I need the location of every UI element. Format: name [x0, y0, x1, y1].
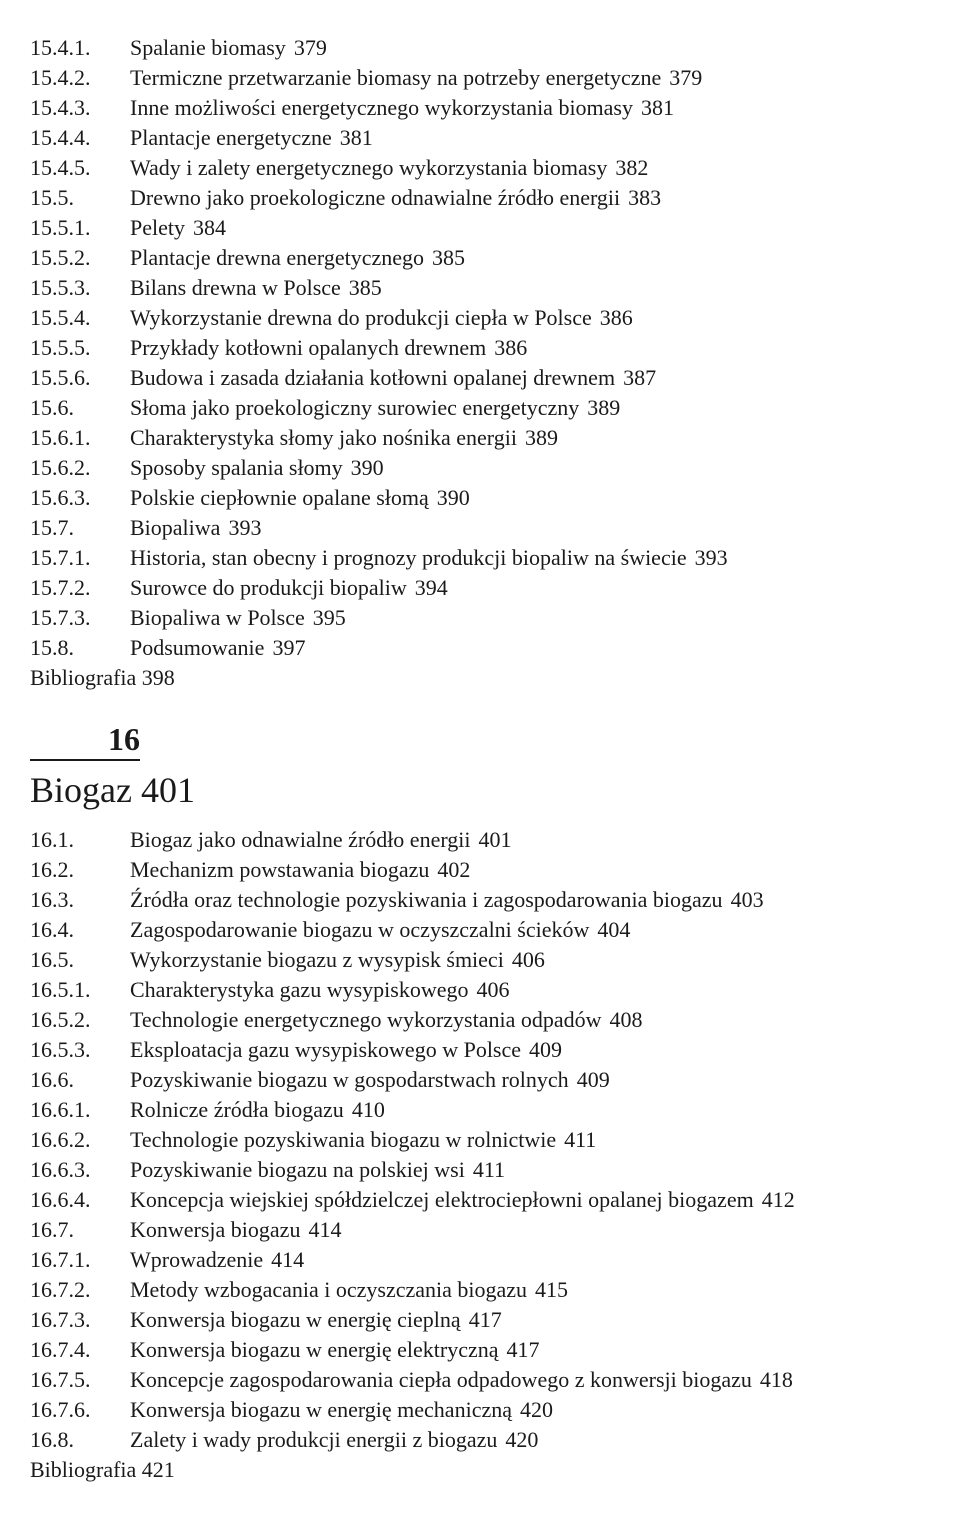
toc-entry-title-group — [130, 513, 261, 543]
toc-entry-page: 390 — [350, 455, 384, 480]
toc-entry-title: Wykorzystanie biogazu z wysypisk śmieci — [130, 947, 504, 972]
toc-entry-title: Inne możliwości energetycznego wykorzystania biomasy — [130, 95, 633, 120]
toc-entry-number: 16.6.2. — [30, 1127, 91, 1152]
toc-entry-page: 385 — [432, 245, 466, 270]
toc-entry-title-group — [130, 1335, 540, 1365]
toc-entry-page: 381 — [641, 95, 674, 120]
toc-entry-title: Surowce do produkcji biopaliw — [130, 575, 407, 600]
toc-entry-title-group — [130, 885, 764, 915]
toc-entry-page: 402 — [437, 857, 471, 882]
toc-entry-title-group — [130, 1185, 795, 1215]
toc-entry-title-group — [130, 273, 382, 303]
toc-entry — [0, 333, 955, 363]
toc-entry-title: Biopaliwa — [130, 515, 221, 540]
toc-entry — [0, 1125, 955, 1155]
toc-entry-title-group — [130, 93, 674, 123]
toc-entry-page: 410 — [351, 1097, 385, 1122]
toc-entry — [0, 153, 955, 183]
toc-entry-page: 397 — [272, 635, 306, 660]
toc-entry-title: Charakterystyka słomy jako nośnika energii — [130, 425, 517, 450]
toc-entry-number: 15.6. — [30, 395, 74, 420]
toc-entry — [0, 1065, 955, 1095]
toc-entry-title: Konwersja biogazu w energię cieplną — [130, 1307, 461, 1332]
toc-entry-page: 393 — [694, 545, 728, 570]
toc-entry-number: 16.4. — [30, 917, 74, 942]
toc-entry-title-group — [130, 1215, 341, 1245]
toc-entry-title-group — [130, 123, 373, 153]
toc-entry-title-group — [130, 1065, 610, 1095]
toc-entry — [0, 243, 955, 273]
toc-entry-number: 16.7.4. — [30, 1337, 91, 1362]
toc-entry-page: 414 — [308, 1217, 342, 1242]
toc-entry-page: 389 — [524, 425, 558, 450]
toc-entry-number: 16.6.4. — [30, 1187, 91, 1212]
toc-entry-title-group — [130, 1155, 505, 1185]
toc-entry-title: Wykorzystanie drewna do produkcji ciepła w Polsce — [130, 305, 592, 330]
bibliography-label: Bibliografia 398 — [30, 665, 175, 690]
toc-entry — [0, 273, 955, 303]
toc-entry — [0, 1245, 955, 1275]
toc-entry-title: Rolnicze źródła biogazu — [130, 1097, 344, 1122]
toc-entry-title: Plantacje drewna energetycznego — [130, 245, 425, 270]
toc-entry — [0, 855, 955, 885]
toc-entry-page: 390 — [436, 485, 470, 510]
toc-entry-number: 15.4.5. — [30, 155, 91, 180]
toc-entry-number: 15.7.1. — [30, 545, 91, 570]
toc-entry — [0, 1185, 955, 1215]
toc-entry-number: 16.7.3. — [30, 1307, 91, 1332]
toc-entry-page: 393 — [228, 515, 262, 540]
toc-entry-number: 16.6. — [30, 1067, 74, 1092]
toc-entry — [0, 543, 955, 573]
toc-entry-title-group — [130, 303, 633, 333]
toc-entry-number: 16.8. — [30, 1427, 74, 1452]
toc-entry-title-group — [130, 333, 527, 363]
toc-entry-title: Bilans drewna w Polsce — [130, 275, 341, 300]
toc-entry-title: Spalanie biomasy — [130, 35, 286, 60]
toc-entry-number: 15.4.1. — [30, 35, 91, 60]
toc-entry-number: 15.8. — [30, 635, 74, 660]
toc-entry — [0, 1215, 955, 1245]
toc-entry-number: 16.5.3. — [30, 1037, 91, 1062]
toc-entry — [0, 915, 955, 945]
toc-entry-page: 420 — [519, 1397, 553, 1422]
toc-entry — [0, 393, 955, 423]
toc-entry-page: 389 — [587, 395, 621, 420]
toc-entry-title: Koncepcja wiejskiej spółdzielczej elektrociepłowni opalanej biogazem — [130, 1187, 754, 1212]
toc-entry — [0, 1425, 955, 1455]
toc-entry — [0, 363, 955, 393]
toc-entry-title-group — [130, 1035, 562, 1065]
toc-entry-title-group — [130, 855, 470, 885]
toc-entry-title-group — [130, 633, 305, 663]
toc-entry — [0, 303, 955, 333]
toc-entry-page: 420 — [505, 1427, 539, 1452]
toc-entry-title: Słoma jako proekologiczny surowiec energetyczny — [130, 395, 580, 420]
toc-entry — [0, 513, 955, 543]
toc-entry-page: 415 — [535, 1277, 569, 1302]
toc-entry-title: Sposoby spalania słomy — [130, 455, 343, 480]
toc-entry — [0, 93, 955, 123]
toc-entry-title: Technologie pozyskiwania biogazu w rolnictwie — [130, 1127, 557, 1152]
toc-entry-page: 379 — [293, 35, 327, 60]
toc-entry-page: 386 — [494, 335, 528, 360]
toc-entry-number: 15.5.3. — [30, 275, 91, 300]
toc-entry-number: 15.6.2. — [30, 455, 91, 480]
toc-entry-number: 16.6.1. — [30, 1097, 91, 1122]
toc-entry-title-group — [130, 393, 620, 423]
toc-entry-title: Koncepcje zagospodarowania ciepła odpadowego z konwersji biogazu — [130, 1367, 752, 1392]
toc-entry-page: 381 — [339, 125, 373, 150]
toc-entry-page: 387 — [623, 365, 657, 390]
toc-entry-title-group — [130, 915, 630, 945]
toc-entry-page: 409 — [576, 1067, 610, 1092]
toc-entry-title-group — [130, 573, 448, 603]
toc-entry-title: Źródła oraz technologie pozyskiwania i zagospodarowania biogazu — [130, 887, 723, 912]
toc-entry-number: 15.4.2. — [30, 65, 91, 90]
toc-entry-number: 16.7.2. — [30, 1277, 91, 1302]
toc-entry — [0, 123, 955, 153]
toc-entry-page: 414 — [271, 1247, 305, 1272]
toc-entry-title-group — [130, 63, 702, 93]
toc-entry-number: 16.1. — [30, 827, 74, 852]
toc-entry-title-group — [130, 1245, 304, 1275]
toc-entry-title: Pozyskiwanie biogazu na polskiej wsi — [130, 1157, 465, 1182]
toc-entry — [0, 1395, 955, 1425]
toc-entry-page: 411 — [472, 1157, 506, 1182]
toc-entry — [0, 1155, 955, 1185]
toc-entry-title-group — [130, 453, 384, 483]
toc-entry-page: 417 — [506, 1337, 540, 1362]
toc-entry — [0, 1035, 955, 1065]
toc-entry — [0, 573, 955, 603]
toc-entry-title: Zagospodarowanie biogazu w oczyszczalni ścieków — [130, 917, 590, 942]
toc-entry — [0, 1305, 955, 1335]
chapter-title: Biogaz 401 — [30, 770, 195, 810]
toc-entry-title: Pozyskiwanie biogazu w gospodarstwach rolnych — [130, 1067, 569, 1092]
toc-entry-title-group — [130, 603, 346, 633]
toc-entry — [0, 213, 955, 243]
toc-entry-title-group — [130, 363, 656, 393]
toc-entry — [0, 453, 955, 483]
toc-entry-number: 15.5.5. — [30, 335, 91, 360]
toc-entry-number: 15.4.4. — [30, 125, 91, 150]
bibliography-entry-15 — [0, 663, 955, 693]
toc-entry-number: 15.7.3. — [30, 605, 91, 630]
toc-entry-number: 16.7. — [30, 1217, 74, 1242]
toc-entry-page: 379 — [669, 65, 703, 90]
toc-entry-page: 383 — [628, 185, 662, 210]
toc-entry-number: 16.7.6. — [30, 1397, 91, 1422]
toc-entry — [0, 1095, 955, 1125]
toc-entry-page: 418 — [759, 1367, 793, 1392]
toc-entry-page: 404 — [597, 917, 631, 942]
bibliography-entry-16 — [0, 1455, 955, 1485]
toc-entry-title-group — [130, 1305, 502, 1335]
toc-entry-number: 16.3. — [30, 887, 74, 912]
toc-list-section-15 — [0, 33, 955, 663]
toc-entry-page: 401 — [478, 827, 512, 852]
toc-entry-title-group — [130, 543, 728, 573]
toc-entry-number: 15.6.1. — [30, 425, 91, 450]
toc-list-chapter-16 — [0, 825, 955, 1455]
toc-entry — [0, 33, 955, 63]
toc-entry-number: 16.5. — [30, 947, 74, 972]
toc-entry-page: 384 — [193, 215, 226, 240]
toc-entry-page: 382 — [615, 155, 649, 180]
toc-entry-title: Polskie ciepłownie opalane słomą — [130, 485, 429, 510]
toc-entry-page: 394 — [414, 575, 448, 600]
toc-entry-page: 411 — [564, 1127, 597, 1152]
toc-entry-title: Mechanizm powstawania biogazu — [130, 857, 430, 882]
toc-entry-number: 15.5.4. — [30, 305, 91, 330]
toc-entry-title: Biogaz jako odnawialne źródło energii — [130, 827, 471, 852]
toc-entry-title-group — [130, 1005, 643, 1035]
toc-entry-page: 406 — [511, 947, 545, 972]
toc-entry-title: Konwersja biogazu — [130, 1217, 301, 1242]
toc-entry — [0, 633, 955, 663]
toc-entry-title: Budowa i zasada działania kotłowni opalanej drewnem — [130, 365, 616, 390]
bibliography-label: Bibliografia 421 — [30, 1457, 175, 1482]
toc-entry — [0, 63, 955, 93]
toc-entry-page: 417 — [468, 1307, 502, 1332]
toc-entry-title-group — [130, 1395, 553, 1425]
toc-entry-number: 15.7. — [30, 515, 74, 540]
toc-entry-title: Podsumowanie — [130, 635, 265, 660]
toc-entry — [0, 423, 955, 453]
toc-entry-number: 15.6.3. — [30, 485, 91, 510]
toc-entry-title-group — [130, 183, 661, 213]
toc-entry-title-group — [130, 1275, 568, 1305]
toc-entry-number: 15.5.1. — [30, 215, 91, 240]
toc-entry — [0, 885, 955, 915]
toc-entry-title-group — [130, 1365, 793, 1395]
toc-entry-number: 15.4.3. — [30, 95, 91, 120]
toc-entry-title-group — [130, 1425, 538, 1455]
toc-entry — [0, 825, 955, 855]
toc-entry — [0, 183, 955, 213]
toc-entry-title-group — [130, 483, 470, 513]
toc-entry — [0, 1005, 955, 1035]
toc-entry-title-group — [130, 975, 509, 1005]
toc-entry-title-group — [130, 243, 465, 273]
toc-entry — [0, 975, 955, 1005]
toc-entry-title-group — [130, 1125, 596, 1155]
toc-entry-page: 409 — [529, 1037, 563, 1062]
toc-entry-page: 403 — [730, 887, 764, 912]
toc-entry-title-group — [130, 153, 648, 183]
toc-entry-title-group — [130, 33, 327, 63]
toc-entry-title-group — [130, 825, 511, 855]
toc-entry-number: 16.7.1. — [30, 1247, 91, 1272]
toc-entry-number: 16.7.5. — [30, 1367, 91, 1392]
toc-entry-title-group — [130, 213, 226, 243]
toc-entry-page: 395 — [312, 605, 346, 630]
toc-entry-title: Pelety — [130, 215, 185, 240]
toc-entry-title: Wprowadzenie — [130, 1247, 264, 1272]
toc-entry-title: Charakterystyka gazu wysypiskowego — [130, 977, 469, 1002]
toc-entry — [0, 603, 955, 633]
toc-entry-title: Przykłady kotłowni opalanych drewnem — [130, 335, 487, 360]
toc-entry-title: Zalety i wady produkcji energii z biogazu — [130, 1427, 498, 1452]
toc-entry-title-group — [130, 1095, 385, 1125]
toc-entry-title: Technologie energetycznego wykorzystania odpadów — [130, 1007, 602, 1032]
toc-entry-page: 408 — [609, 1007, 643, 1032]
toc-entry-title: Konwersja biogazu w energię mechaniczną — [130, 1397, 512, 1422]
toc-entry-number: 15.5.6. — [30, 365, 91, 390]
toc-entry-number: 16.6.3. — [30, 1157, 91, 1182]
toc-entry-page: 412 — [761, 1187, 795, 1212]
toc-entry-title: Eksploatacja gazu wysypiskowego w Polsce — [130, 1037, 522, 1062]
toc-entry — [0, 1335, 955, 1365]
toc-entry-title: Plantacje energetyczne — [130, 125, 332, 150]
toc-entry-title-group — [130, 945, 545, 975]
chapter-number: 16 — [30, 719, 140, 761]
toc-entry-number: 15.5. — [30, 185, 74, 210]
toc-entry-title-group — [130, 423, 558, 453]
toc-entry-title: Drewno jako proekologiczne odnawialne źródło energii — [130, 185, 621, 210]
toc-entry — [0, 483, 955, 513]
toc-entry-title: Wady i zalety energetycznego wykorzystania biomasy — [130, 155, 608, 180]
toc-entry — [0, 1275, 955, 1305]
toc-entry-title: Termiczne przetwarzanie biomasy na potrzeby energetyczne — [130, 65, 662, 90]
toc-entry-number: 16.2. — [30, 857, 74, 882]
toc-entry — [0, 1365, 955, 1395]
toc-entry-page: 385 — [348, 275, 382, 300]
toc-entry-number: 15.5.2. — [30, 245, 91, 270]
toc-entry-number: 16.5.2. — [30, 1007, 91, 1032]
toc-entry-title: Konwersja biogazu w energię elektryczną — [130, 1337, 499, 1362]
toc-entry-title: Metody wzbogacania i oczyszczania biogazu — [130, 1277, 528, 1302]
toc-entry — [0, 945, 955, 975]
toc-entry-page: 406 — [476, 977, 510, 1002]
toc-entry-number: 15.7.2. — [30, 575, 91, 600]
toc-entry-page: 386 — [599, 305, 633, 330]
toc-entry-title: Biopaliwa w Polsce — [130, 605, 305, 630]
toc-entry-number: 16.5.1. — [30, 977, 91, 1002]
toc-entry-title: Historia, stan obecny i prognozy produkcji biopaliw na świecie — [130, 545, 687, 570]
